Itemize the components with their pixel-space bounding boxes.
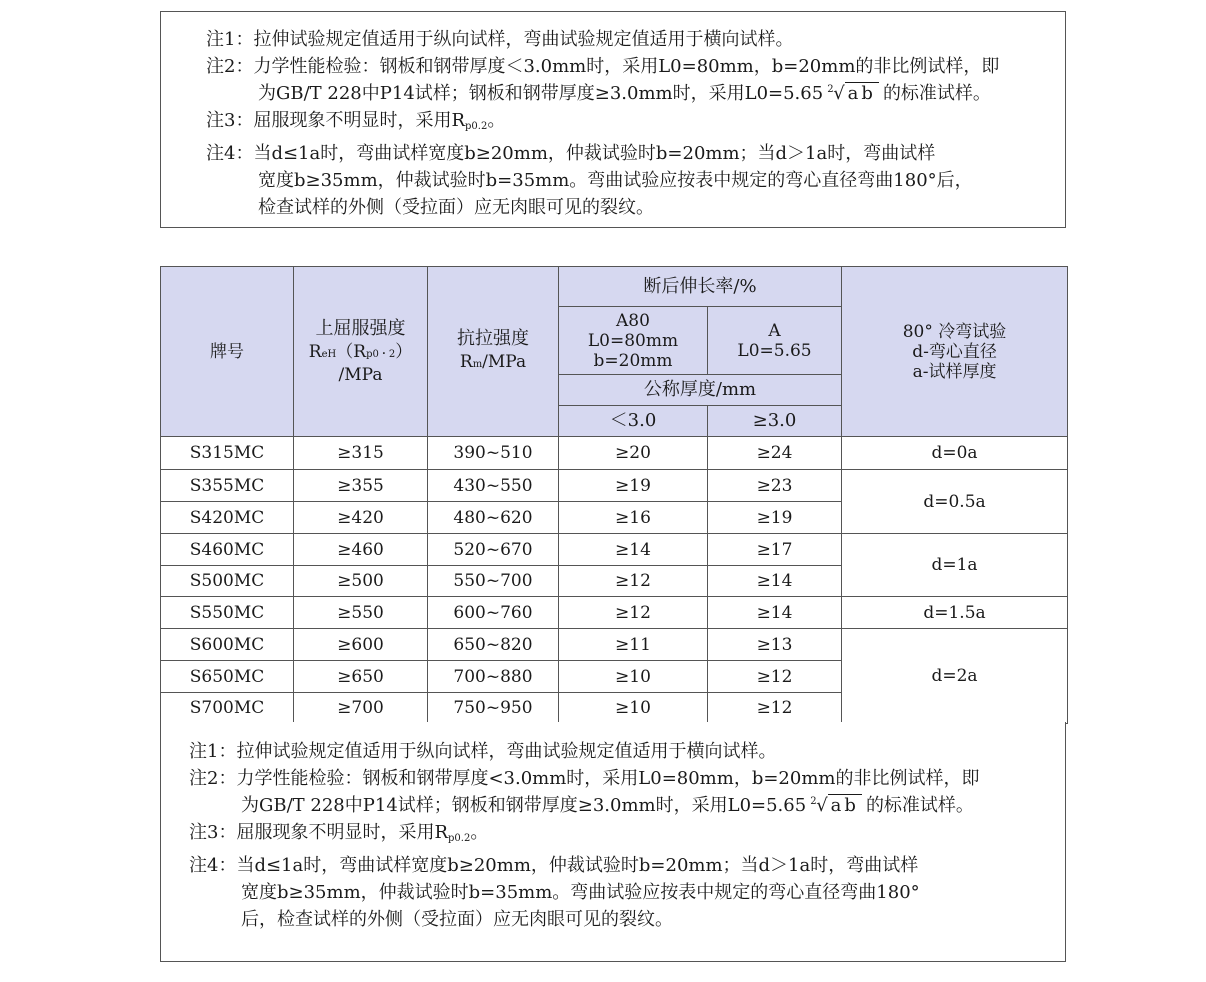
header-a80: A80 L0=80mm b=20mm: [559, 307, 708, 375]
bend-cell: d=1.5a: [842, 597, 1068, 629]
notes-top: [160, 11, 1066, 228]
sqrt-formula: 2 √ ab: [827, 80, 879, 107]
table-row: S600MC ≥600 650~820 ≥11 ≥13 d=2a: [161, 629, 1068, 661]
note-3: 注3：屈服现象不明显时，采用$R_{p0.2}$。: [206, 110, 506, 132]
note-1: 注1：拉伸试验规定值适用于纵向试样，弯曲试验规定值适用于横向试样。: [206, 29, 794, 50]
note-2: 注2：力学性能检验：钢板和钢带厚度＜3.0mm时，采用L0=80mm，b=20mm的非比例试样，即 为GB/T 228中P14试样；钢板和钢带厚度≥3.0mm时，采用L0=5.65 2 √ ab 的标准试样。: [206, 53, 1065, 107]
note-1: 注1：拉伸试验规定值适用于纵向试样，弯曲试验规定值适用于横向试样。: [189, 741, 777, 762]
table-row: S315MC ≥315 390~510 ≥20 ≥24 d=0a: [161, 437, 1068, 470]
header-thickness: 公称厚度/mm: [559, 375, 842, 406]
notes-bottom: [160, 722, 1066, 962]
table-row: S550MC ≥550 600~760 ≥12 ≥14 d=1.5a: [161, 597, 1068, 629]
table-row: S355MC ≥355 430~550 ≥19 ≥23 d=0.5a: [161, 470, 1068, 502]
bend-cell: d=0a: [842, 437, 1068, 470]
note-3: 注3：屈服现象不明显时，采用$R_{p0.2}$。: [189, 822, 489, 844]
header-lt3: ＜3.0: [559, 406, 708, 437]
bend-cell: d=0.5a: [842, 470, 1068, 534]
header-yield: 上屈服强度 ReH（Rp0・2） /MPa: [294, 267, 428, 437]
note-4: 注4：当d≤1a时，弯曲试样宽度b≥20mm，仲裁试验时b=20mm；当d＞1a时，弯曲试样 宽度b≥35mm，仲裁试验时b=35mm。弯曲试验应按表中规定的弯心直径弯曲180° 后，检查试样的外侧（受拉面）应无肉眼可见的裂纹。: [189, 855, 920, 930]
header-a: A L0=5.65: [708, 307, 842, 375]
bend-cell: d=2a: [842, 629, 1068, 724]
table-row: S700MC ≥700 750~950 ≥10 ≥12: [161, 693, 1068, 724]
table-row: S500MC ≥500 550~700 ≥12 ≥14: [161, 566, 1068, 597]
header-bend: 80° 冷弯试验 d-弯心直径 a-试样厚度: [842, 267, 1068, 437]
table-row: S650MC ≥650 700~880 ≥10 ≥12: [161, 661, 1068, 693]
table-row: S420MC ≥420 480~620 ≥16 ≥19: [161, 502, 1068, 534]
header-grade: 牌号: [161, 267, 294, 437]
header-ge3: ≥3.0: [708, 406, 842, 437]
header-tensile: 抗拉强度 Rm/MPa: [428, 267, 559, 437]
table-row: S460MC ≥460 520~670 ≥14 ≥17 d=1a: [161, 534, 1068, 566]
spec-table: [160, 266, 1068, 724]
header-elongation: 断后伸长率/%: [559, 267, 842, 307]
sqrt-formula: 2 √ ab: [810, 792, 862, 819]
note-2: 注2：力学性能检验：钢板和钢带厚度<3.0mm时，采用L0=80mm，b=20mm的非比例试样，即 为GB/T 228中P14试样；钢板和钢带厚度≥3.0mm时，采用L0=5.65 2 √ ab 的标准试样。: [189, 765, 1065, 819]
note-4: 注4：当d≤1a时，弯曲试样宽度b≥20mm，仲裁试验时b=20mm；当d＞1a时，弯曲试样 宽度b≥35mm，仲裁试验时b=35mm。弯曲试验应按表中规定的弯心直径弯曲180°后， 检查试样的外侧（受拉面）应无肉眼可见的裂纹。: [206, 143, 973, 218]
bend-cell: d=1a: [842, 534, 1068, 597]
